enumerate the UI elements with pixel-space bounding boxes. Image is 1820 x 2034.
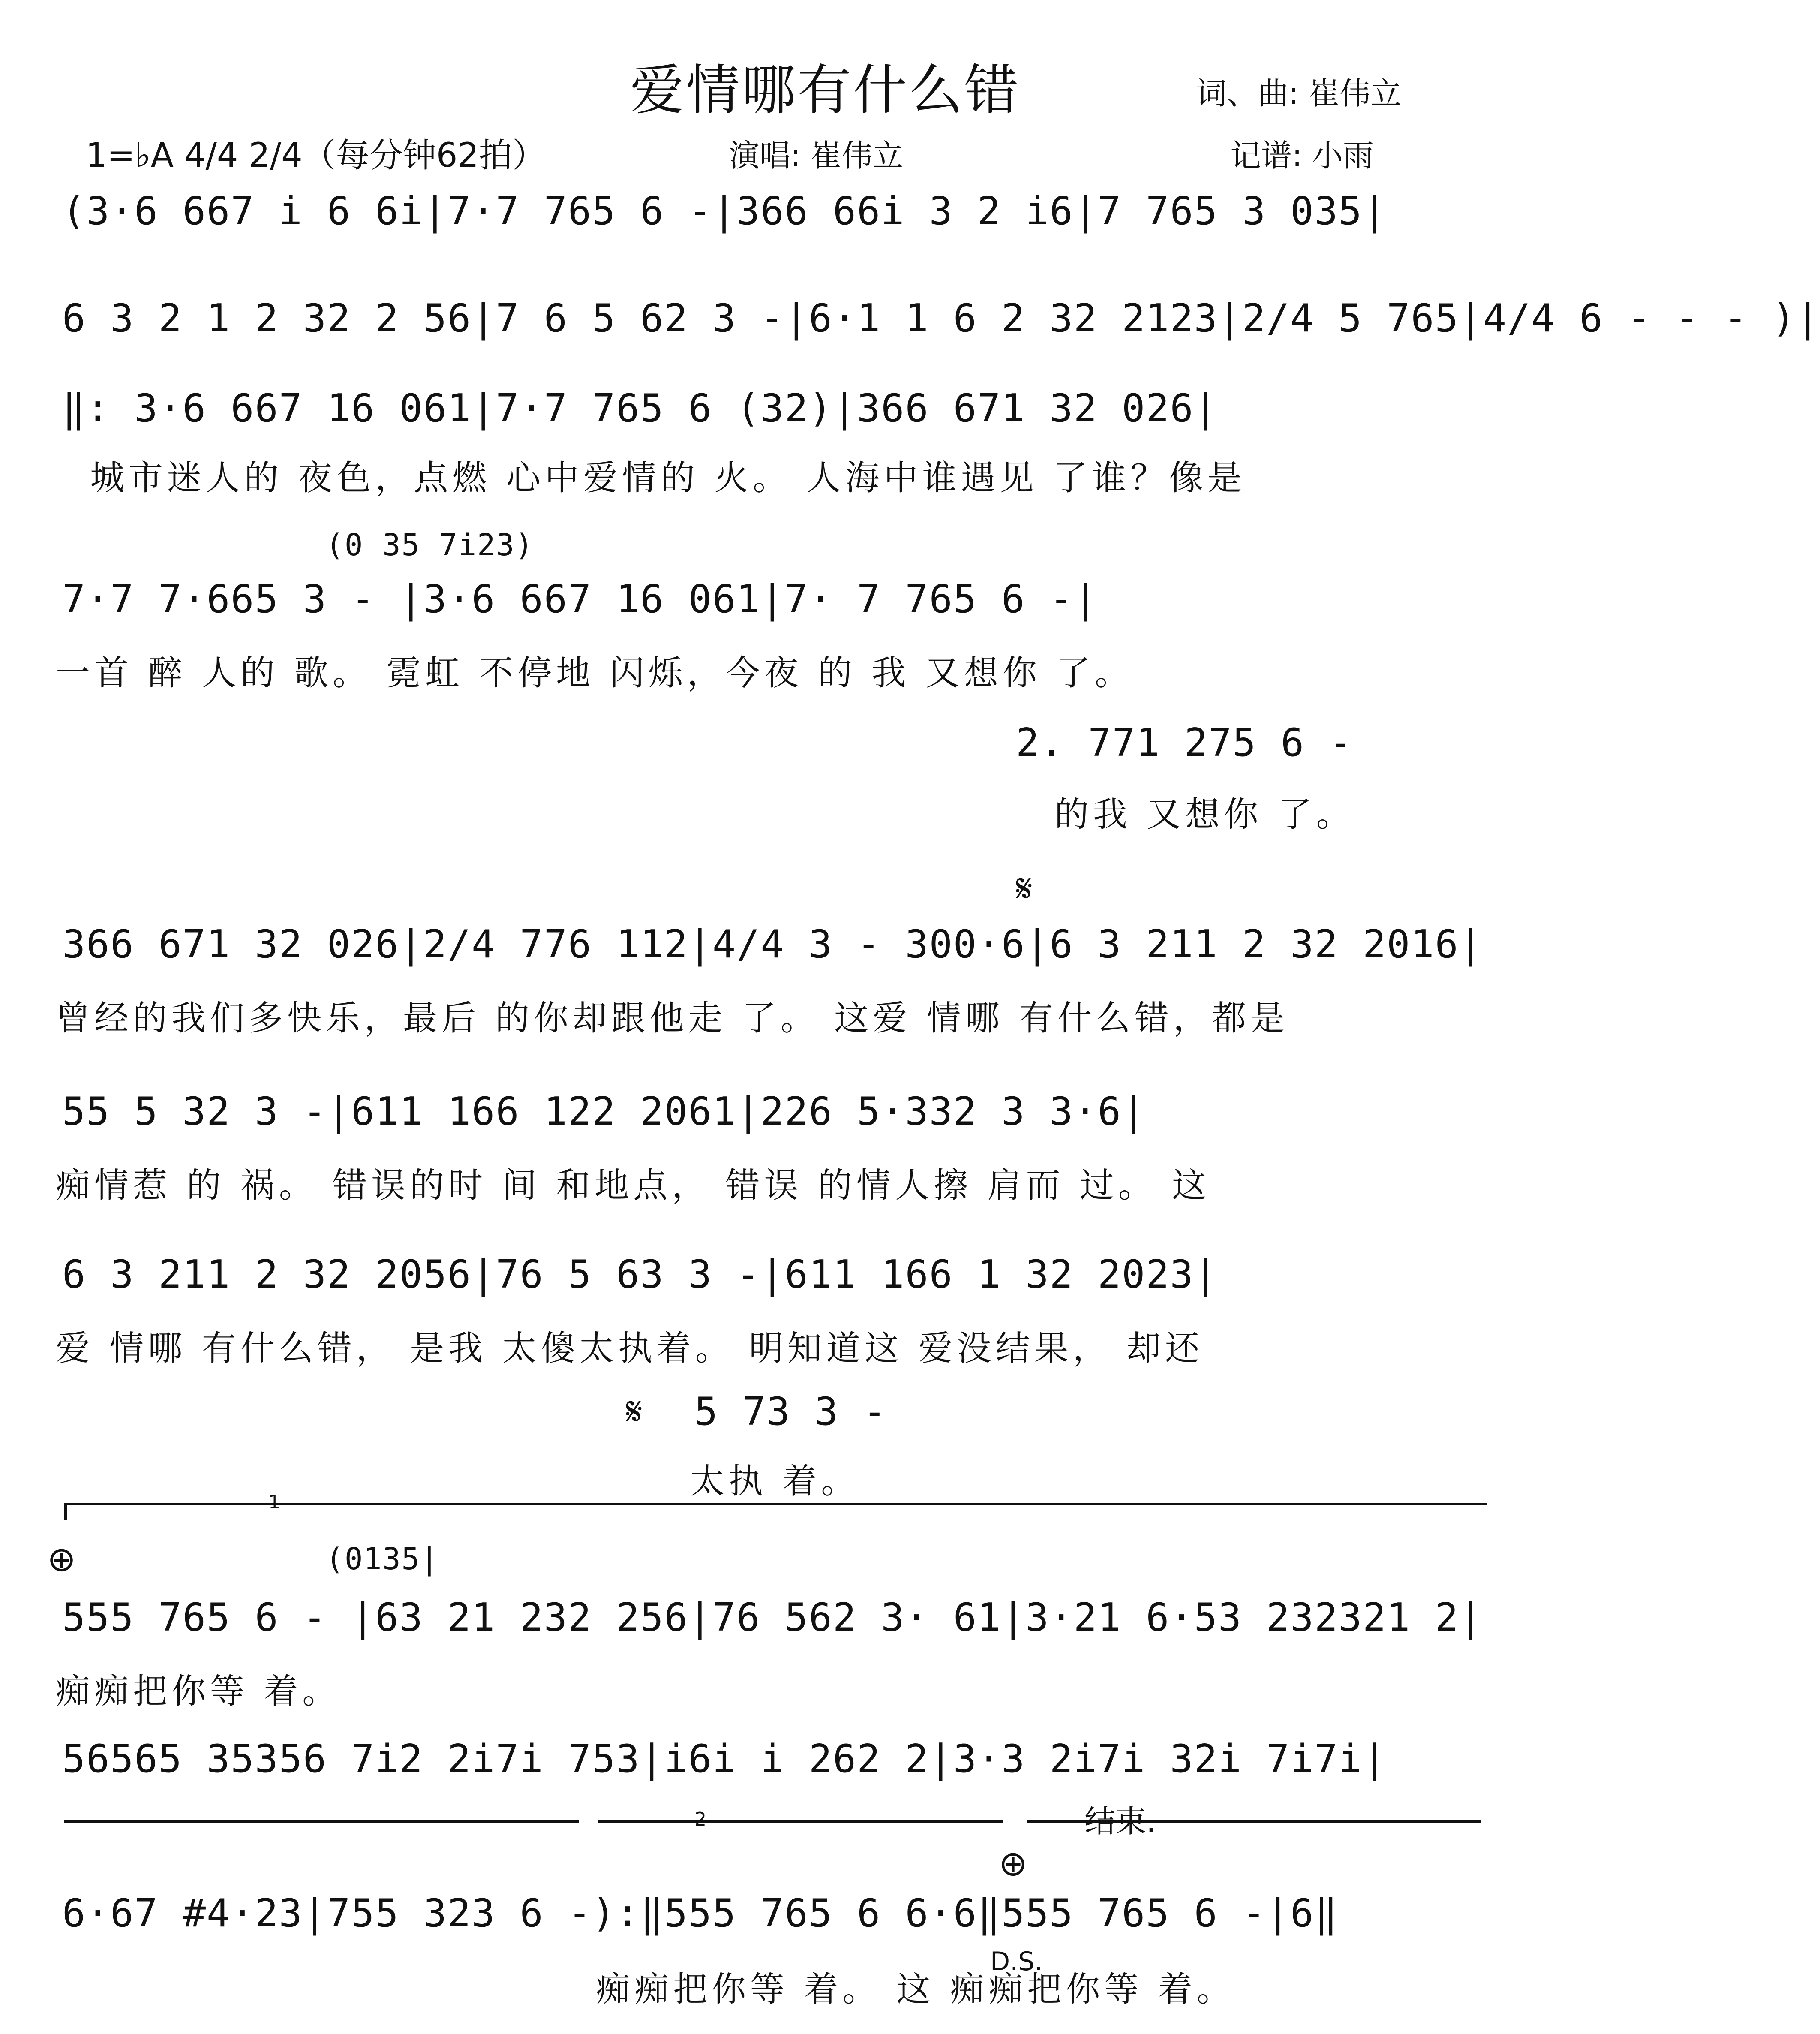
bracket-left [64,1820,579,1823]
lyric-line-4: 一首 醉 人的 歌。 霓虹 不停地 闪烁，今夜 的 我 又想你 了。 [56,653,1134,693]
ds-label: D.S. [990,1947,1043,1977]
ending-label: 结束. [1084,1803,1156,1839]
volta-2-label: 2 [694,1808,706,1830]
segno-tail-notes: 5 73 3 - [694,1389,887,1434]
volta-2-bracket [598,1820,1003,1823]
lyric-line-8: 痴痴把你等 着。 [56,1671,341,1711]
transcriber: 记谱: 小雨 [1230,138,1374,174]
score-line-9: 56565 35356 7i2 2i7i 753|i6i i 262 2|3·3 2i7i 32i 7i7i| [62,1736,1387,1781]
score-line-7: 6 3 211 2 32 2056|76 5 63 3 -|611 166 1 32 2023| [62,1252,1218,1297]
segno-icon: 𝄋 [1016,866,1033,911]
score-fill-notes-2: (0135| [326,1541,439,1577]
song-title: 爱情哪有什么错 [630,59,1020,122]
score-fill-notes: (0 35 7i23) [326,527,534,563]
score-line-2: 6 3 2 1 2 32 2 56|7 6 5 62 3 -|6·1 1 6 2 32 2123|2/4 5 765|4/4 6 - - - )| [62,296,1820,341]
second-ending-lyrics: 的我 又想你 了。 [1054,794,1355,834]
lyric-line-3: 城市迷人的 夜色，点燃 心中爱情的 火。 人海中谁遇见 了谁？像是 [90,458,1246,498]
score-line-5: 366 671 32 026|2/4 776 112|4/4 3 - 300·6|6 3 211 2 32 2016| [62,922,1483,967]
score-line-3: ‖: 3·6 667 16 061|7·7 765 6 (32)|366 671 32 026| [62,386,1218,431]
credits: 词、曲: 崔伟立 [1196,75,1402,111]
singer: 演唱: 崔伟立 [729,138,904,174]
coda-icon: ⊕ [999,1844,1028,1884]
score-line-6: 55 5 32 3 -|611 166 122 2061|226 5·332 3 3·6| [62,1089,1146,1134]
segno-icon: 𝄋 [626,1389,643,1434]
score-line-4: 7·7 7·665 3 - |3·6 667 16 061|7· 7 765 6 -| [62,577,1098,622]
coda-icon: ⊕ [47,1539,76,1579]
second-ending-notes: 2. 771 275 6 - [1016,720,1353,765]
lyric-line-5: 曾经的我们多快乐，最后 的你却跟他走 了。 这爱 情哪 有什么错，都是 [56,998,1289,1038]
score-line-10: 6·67 #4·23|755 323 6 -):‖555 765 6 6·6‖555 765 6 -|6‖ [62,1891,1339,1936]
volta-1-bracket-tick [64,1503,67,1520]
score-line-1: (3·6 667 i 6 6i|7·7 765 6 -|366 66i 3 2 i6|7 765 3 035| [62,189,1387,234]
key-signature: 1=♭A 4/4 2/4（每分钟62拍） [86,136,546,175]
score-line-8: 555 765 6 - |63 21 232 256|76 562 3· 61|3·21 6·53 232321 2| [62,1595,1483,1640]
lyric-line-10: 痴痴把你等 着。 这 痴痴把你等 着。 [596,1969,1235,2009]
lyric-line-7: 爱 情哪 有什么错， 是我 太傻太执着。 明知道这 爱没结果， 却还 [56,1328,1204,1368]
lyric-line-6: 痴情惹 的 祸。 错误的时 间 和地点， 错误 的情人擦 肩而 过。 这 [56,1165,1211,1205]
segno-tail-lyrics: 太执 着。 [690,1461,860,1501]
volta-1-label: 1 [268,1491,280,1513]
